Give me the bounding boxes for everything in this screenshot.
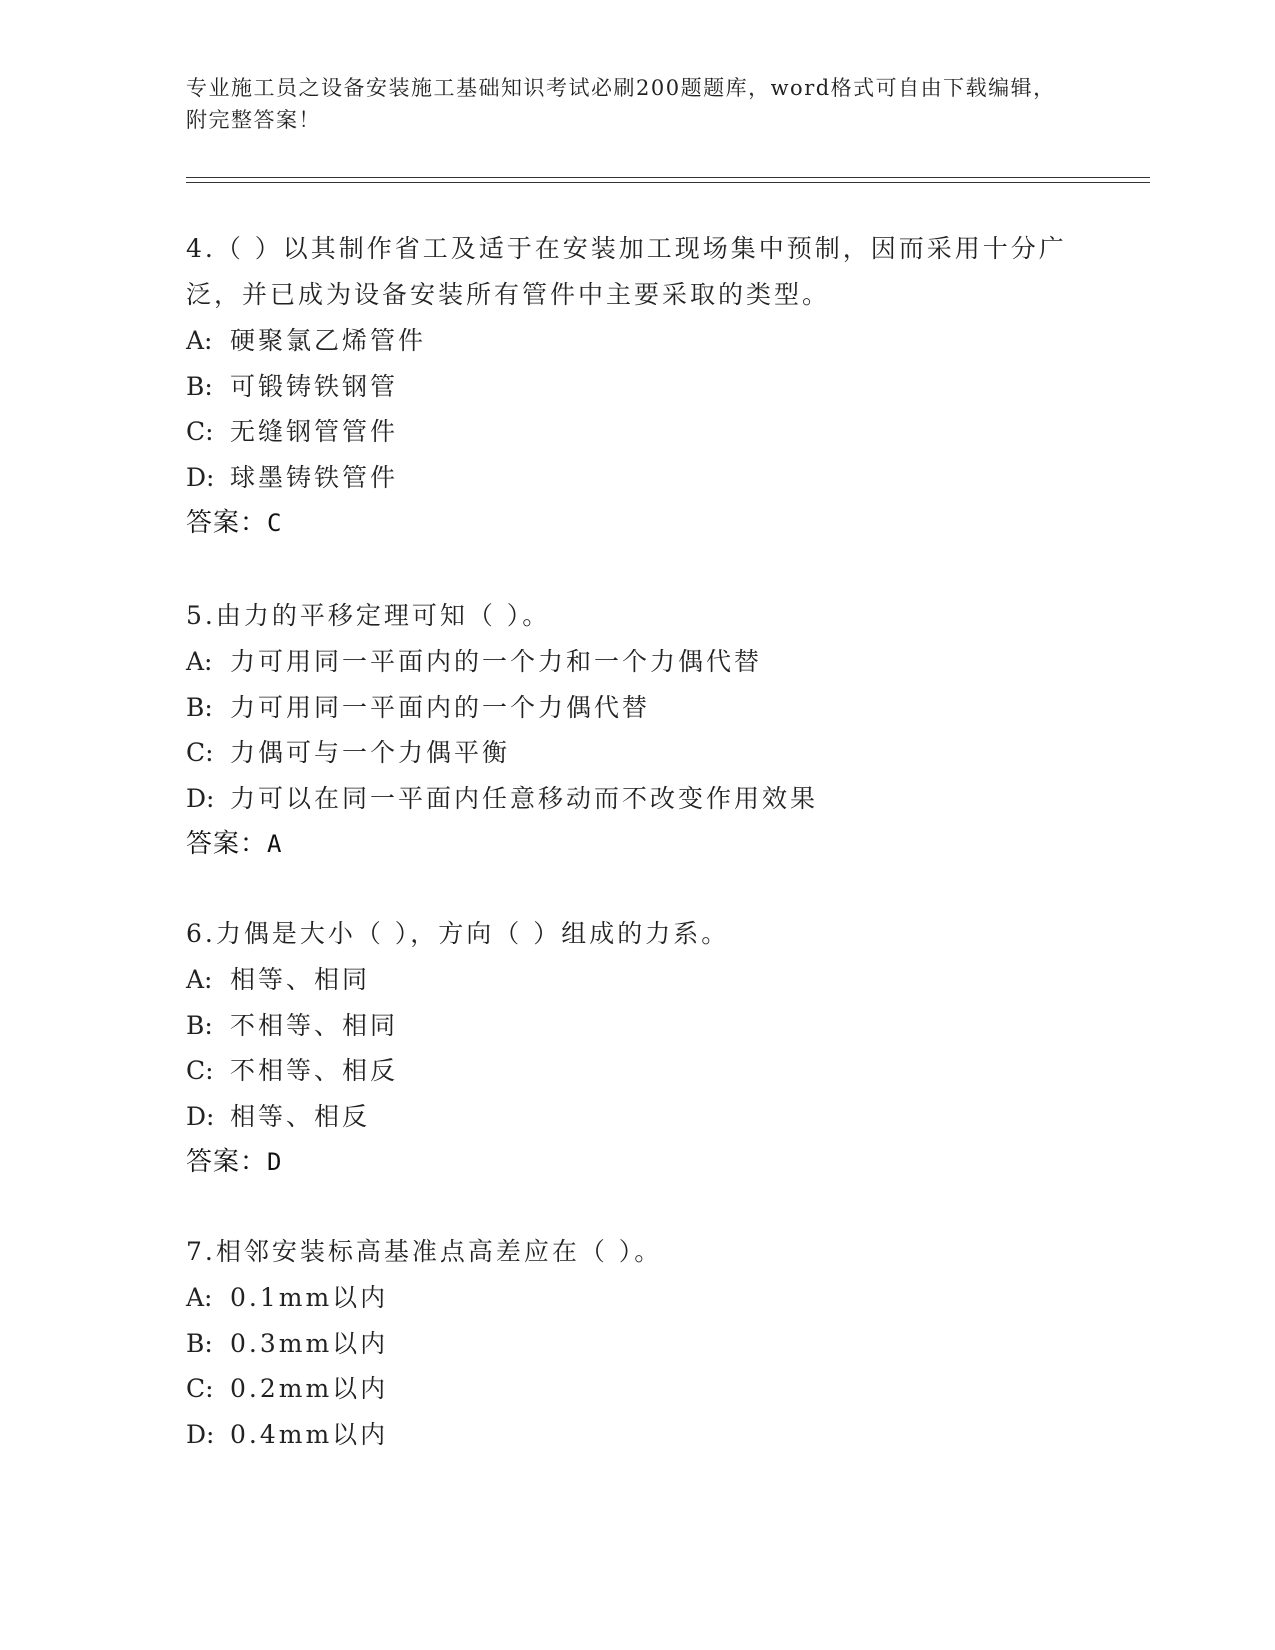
option-letter: D: xyxy=(186,1101,215,1131)
option-b xyxy=(186,1321,1086,1367)
option-d xyxy=(186,1412,1086,1458)
option-b xyxy=(186,1003,1086,1049)
answer-value: A xyxy=(267,830,283,858)
option-letter: C: xyxy=(186,417,214,446)
option-a xyxy=(186,1275,1086,1321)
option-letter: A: xyxy=(186,965,213,994)
option-text: 力可用同一平面内的一个力偶代替 xyxy=(230,692,651,722)
option-a xyxy=(186,318,1086,364)
option-letter: C: xyxy=(186,1056,214,1085)
option-text: 相等、相反 xyxy=(230,1101,371,1131)
option-text: 硬聚氯乙烯管件 xyxy=(230,326,427,355)
option-text: 0.2mm以内 xyxy=(230,1374,389,1403)
option-text: 不相等、相同 xyxy=(230,1010,399,1040)
option-c xyxy=(186,1048,1086,1094)
option-text: 力偶可与一个力偶平衡 xyxy=(230,738,511,767)
document-header-title: 专业施工员之设备安装施工基础知识考试必刷200题题库，word格式可自由下载编辑，附完整答案！ xyxy=(186,76,1056,132)
answer-label: 答案： xyxy=(186,508,268,538)
question-stem: 4.（ ）以其制作省工及适于在安装加工现场集中预制，因而采用十分广泛，并已成为设备安装所有管件中主要采取的类型。 xyxy=(186,234,1067,309)
option-letter: B: xyxy=(186,1010,213,1040)
option-letter: B: xyxy=(186,371,213,401)
question-7 xyxy=(186,1229,1086,1457)
option-d xyxy=(186,1094,1086,1140)
option-letter: A: xyxy=(186,1283,213,1312)
answer-label: 答案： xyxy=(186,829,268,859)
answer-line xyxy=(186,500,1086,546)
answer-value: C xyxy=(267,509,283,537)
option-b xyxy=(186,685,1086,731)
option-a xyxy=(186,957,1086,1003)
option-d xyxy=(186,455,1086,501)
question-stem: 5.由力的平移定理可知（ ）。 xyxy=(186,601,551,630)
option-letter: D: xyxy=(186,462,215,492)
option-letter: B: xyxy=(186,692,213,722)
header-divider-top xyxy=(186,177,1150,178)
question-stem: 7.相邻安装标高基准点高差应在（ ）。 xyxy=(186,1237,663,1266)
option-c xyxy=(186,1366,1086,1412)
option-letter: B: xyxy=(186,1328,213,1358)
option-letter: D: xyxy=(186,783,215,813)
option-c xyxy=(186,730,1086,776)
option-c xyxy=(186,409,1086,455)
option-letter: A: xyxy=(186,326,213,355)
option-text: 力可用同一平面内的一个力和一个力偶代替 xyxy=(230,647,763,676)
option-letter: A: xyxy=(186,647,213,676)
header-divider-bottom xyxy=(186,182,1150,183)
question-stem: 6.力偶是大小（ ），方向（ ）组成的力系。 xyxy=(186,919,730,948)
option-letter: D: xyxy=(186,1419,215,1449)
option-b xyxy=(186,364,1086,410)
question-5 xyxy=(186,593,1086,867)
option-text: 可锻铸铁钢管 xyxy=(230,371,399,401)
option-text: 0.4mm以内 xyxy=(230,1419,389,1449)
option-text: 0.1mm以内 xyxy=(230,1283,389,1312)
option-text: 0.3mm以内 xyxy=(230,1328,389,1358)
question-6 xyxy=(186,911,1086,1185)
option-letter: C: xyxy=(186,1374,214,1403)
answer-value: D xyxy=(267,1148,283,1176)
option-letter: C: xyxy=(186,738,214,767)
answer-line xyxy=(186,1139,1086,1185)
option-a xyxy=(186,639,1086,685)
option-text: 不相等、相反 xyxy=(230,1056,399,1085)
option-text: 相等、相同 xyxy=(230,965,371,994)
answer-line xyxy=(186,821,1086,867)
answer-label: 答案： xyxy=(186,1147,268,1177)
option-text: 力可以在同一平面内任意移动而不改变作用效果 xyxy=(230,783,819,813)
option-text: 无缝钢管管件 xyxy=(230,417,399,446)
option-text: 球墨铸铁管件 xyxy=(230,462,399,492)
question-4 xyxy=(186,226,1086,546)
option-d xyxy=(186,776,1086,822)
